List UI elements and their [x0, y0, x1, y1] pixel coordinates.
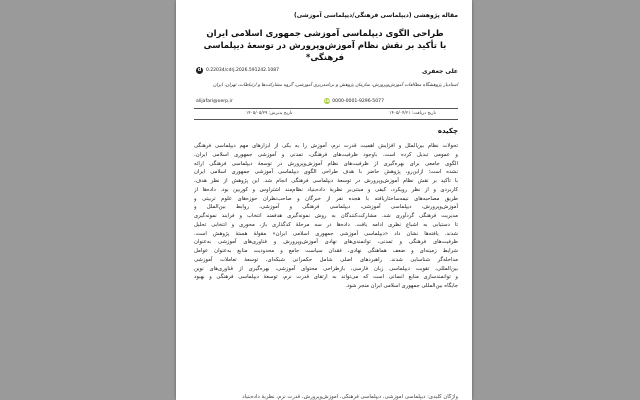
abstract-line: کاربردی و از نظر رویکرد، کیفی و مبتنی‌بر نظریهٔ داده‌بنیاد نظام‌مند اشتراوس و کوربین بود. داده‌ها از	[194, 186, 458, 193]
paper-title	[194, 28, 456, 64]
author-affiliation: استادیار پژوهشگاه مطالعات آموزش‌وپرورش، سازمان پژوهش و برنامه‌ریزی آموزشی، گروه مشارکت‌ها و ارتباطات، تهران، ایران	[213, 83, 458, 88]
author-name: علی جعفری	[422, 68, 458, 75]
header-divider	[194, 108, 458, 109]
title-line-2: با تأکید بر نقش نظام آموزش‌وپرورش در توسعهٔ دیپلماسی فرهنگی*	[203, 41, 447, 63]
abstract-line: مدیریت فرهنگی گردآوری شد. مشارکت‌کنندگان به روش نمونه‌گیری هدفمند انتخاب و فرایند نمونه‌گیری	[194, 213, 458, 219]
orcid-text: 0000-0001-9296-5077	[332, 98, 384, 104]
abstract-line: مداخله‌گر شناسایی شدند. راهبردهای اصلی شامل حکمرانی شبکه‌ای، توسعهٔ تعاملات آموزشی	[194, 256, 458, 263]
abstract-line: و توانمندسازی منابع انسانی است که می‌تواند به ارتقای قدرت نرم، توسعهٔ دیپلماسی فرهنگی و بهبود	[194, 274, 458, 281]
orcid-icon: iD	[325, 98, 330, 103]
article-type-label: مقاله پژوهشی (دیپلماسی فرهنگی/دیپلماسی آموزشی)	[293, 12, 458, 19]
abstract-line: با تأکید بر نقش نظام آموزش‌وپرورش در توسعهٔ دیپلماسی فرهنگی انجام شد. این پژوهش از نظر هدف،	[194, 178, 458, 184]
abstract-line: نشده است؛ ازاین‌رو، پژوهش حاضر با هدف طراحی الگوی دیپلماسی آموزشی جمهوری اسلامی ایران	[194, 169, 458, 176]
date-accepted: تاریخ پذیرش: ۱۴۰۵/۰۵/۲۹	[246, 111, 293, 116]
abstract-line: شرایط زمینه‌ای و ضعف هماهنگی نهادی، فقدان سیاست جامع و محدودیت منابع به‌عنوان عوامل	[194, 248, 458, 254]
abstract-line: طریق مصاحبه‌های نیمه‌ساختاریافته با هجده نفر از خبرگان و صاحب‌نظران حوزه‌های علوم تربیتی و	[194, 195, 458, 202]
abstract-line: الگوی جامعی برای بهره‌گیری از ظرفیت‌های نظام آموزش‌وپرورش در توسعهٔ دیپلماسی فرهنگی ارائه	[194, 160, 458, 167]
abstract-line: آموزش‌وپرورش، دیپلماسی آموزشی، دیپلماسی فرهنگی و آموزشی، روابط بین‌الملل و	[194, 204, 458, 211]
abstract-line: ظرفیت‌های فرهنگی و تمدنی، توانمندی‌های نهادی آموزش‌وپرورش و فناوری‌های آموزشی به‌عنوان	[194, 239, 458, 246]
doi-link[interactable]	[196, 66, 279, 75]
abstract-line: تا دستیابی به اشباع نظری ادامه یافت. داده‌ها در سه مرحلهٔ کدگذاری باز، محوری و انتخابی تحلیل	[194, 221, 458, 228]
paper-page	[176, 0, 472, 400]
abstract-heading: چکیده	[437, 127, 458, 135]
abstract-line: تحولات نظام بین‌الملل و افزایش اهمیت قدرت نرم، آموزش را به یکی از ابزارهای مهم دیپلماسی فرهنگی	[194, 143, 458, 149]
title-line-1: طراحی الگوی دیپلماسی آموزشی جمهوری اسلامی ایران	[206, 29, 444, 39]
date-received: تاریخ دریافت: ۱۴۰۵/۰۴/۲۱	[389, 111, 436, 116]
dates-divider	[194, 119, 458, 120]
orcid-link[interactable]	[324, 98, 384, 104]
keywords-line: واژگان کلیدی: دیپلماسی آموزشی، دیپلماسی فرهنگی، آموزش‌وپرورش، قدرت نرم، نظریهٔ داده‌بنیاد	[242, 394, 458, 400]
abstract-line: بین‌المللی، تقویت دیپلماسی زبان فارسی، بازطراحی محتوای آموزشی، بهره‌گیری از فناوری‌های نوین	[194, 265, 458, 272]
doi-text: 0.22034/cdrj.2026.591242.1087	[206, 68, 279, 73]
abstract-line: و عمومی تبدیل کرده است. باوجود ظرفیت‌های فرهنگی، تمدنی و آموزشی جمهوری اسلامی ایران،	[194, 151, 458, 158]
abstract-line: شدند. یافته‌ها نشان داد «دیپلماسی آموزشی جمهوری اسلامی ایران» مقولهٔ هستهٔ پژوهش است.	[194, 230, 458, 237]
doi-icon: d	[197, 67, 202, 73]
abstract-line: جایگاه بین‌المللی جمهوری اسلامی ایران منجر شود.	[345, 283, 458, 289]
author-email[interactable]: alijafari@oerp.ir	[196, 99, 233, 104]
abstract-body	[194, 142, 458, 291]
